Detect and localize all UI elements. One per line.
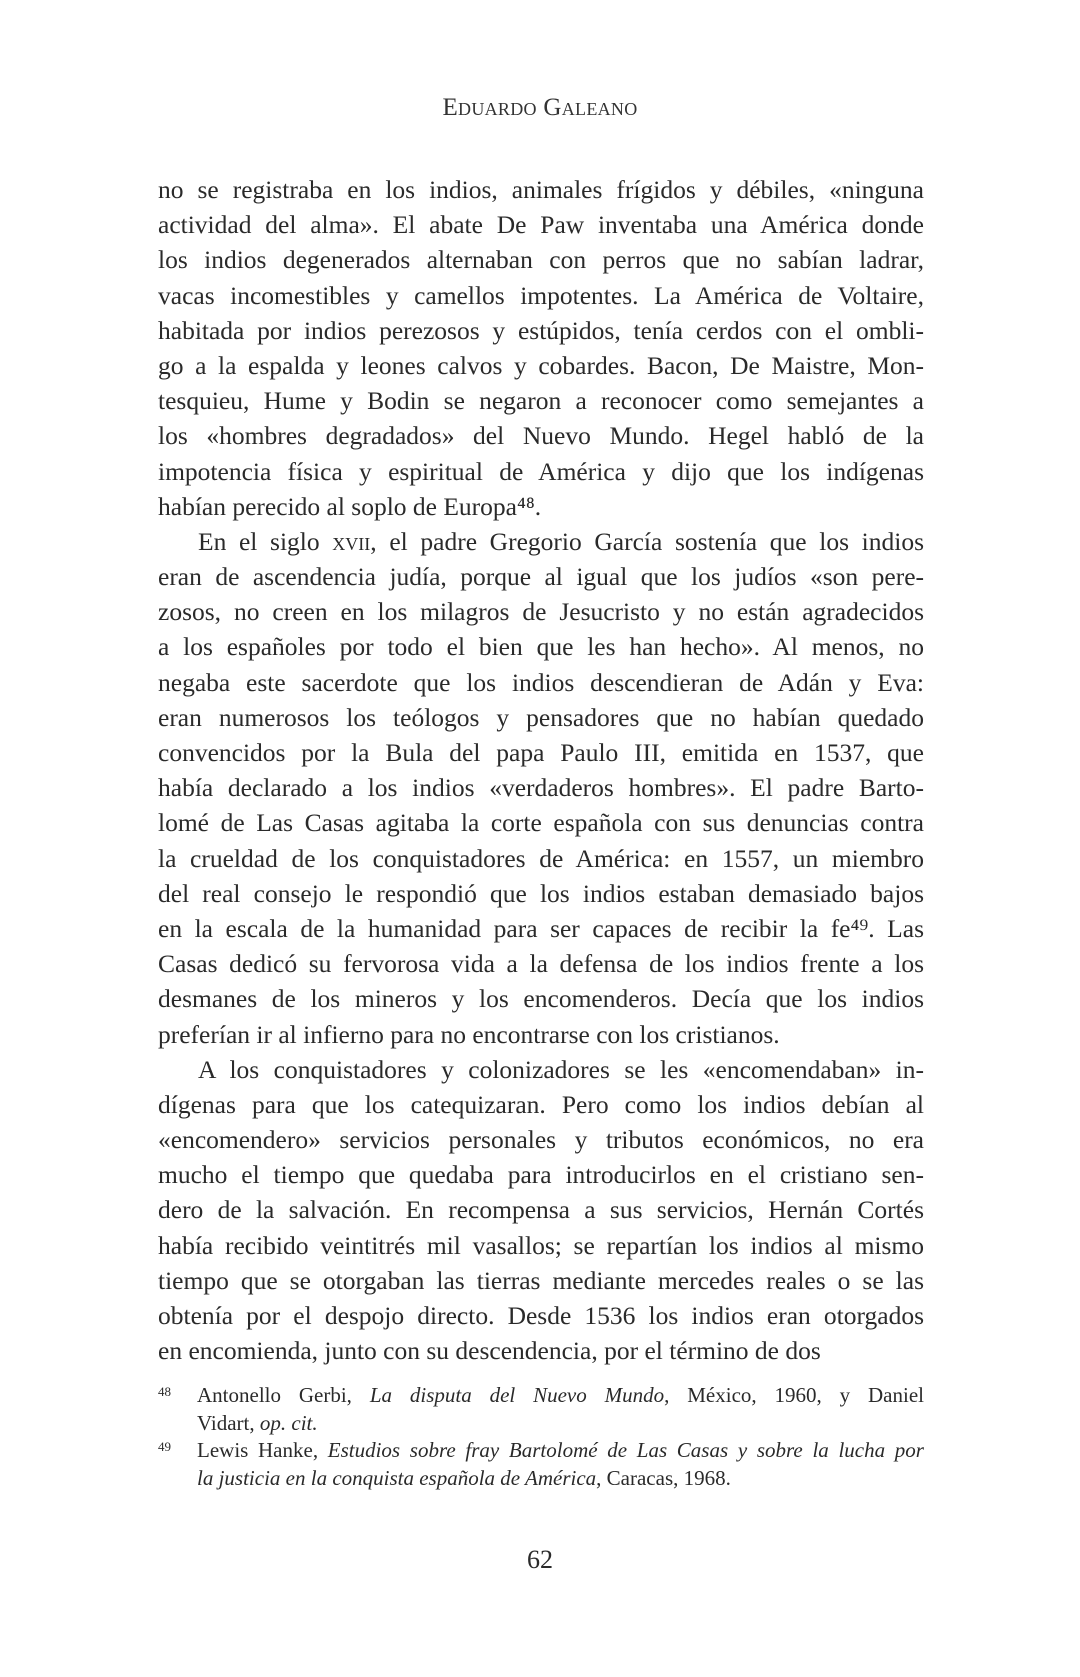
text-line: los indios degenerados alternaban con perros que no sabían ladrar, (158, 245, 924, 275)
text-segment: , el padre Gregorio García sostenía que los indios (370, 526, 924, 556)
footnote-number: 49 (158, 1439, 171, 1454)
body-text (158, 172, 924, 1368)
text-line (158, 524, 924, 559)
footnotes (158, 1382, 924, 1492)
text-line: eran numerosos los teólogos y pensadores que no habían quedado (158, 702, 924, 732)
text-line: a los españoles por todo el bien que les han hecho». Al menos, no (158, 632, 924, 662)
footnote-49 (158, 1437, 924, 1492)
footnote-title: la justicia en la conquista española de América (197, 1465, 597, 1490)
text-line: actividad del alma». El abate De Paw inventaba una América donde (158, 210, 924, 240)
text-line: desmanes de los mineros y los encomenderos. Decía que los indios (158, 984, 924, 1014)
text-line: impotencia física y espiritual de América y dijo que los indígenas (158, 456, 924, 486)
text-line: eran de ascendencia judía, porque al igual que los judíos «son pere- (158, 562, 924, 592)
text-line: «encomendero» servicios personales y tributos económicos, no era (158, 1125, 924, 1155)
footnote-text: Lewis Hanke, (197, 1438, 328, 1462)
text-line: go a la espalda y leones calvos y cobardes. Bacon, De Maistre, Mon- (158, 350, 924, 380)
text-line: habitada por indios perezosos y estúpidos, tenía cerdos con el ombli- (158, 315, 924, 345)
text-line: tesquieu, Hume y Bodin se negaron a reconocer como semejantes a (158, 386, 924, 416)
text-line: los «hombres degradados» del Nuevo Mundo. Hegel habló de la (158, 421, 924, 451)
text-line: en encomienda, junto con su descendencia, por el término de dos (158, 1336, 821, 1366)
paragraph (158, 1052, 924, 1369)
text-line: del real consejo le respondió que los indios estaban demasiado bajos (158, 878, 924, 908)
text-line: lomé de Las Casas agitaba la corte española con sus denuncias contra (158, 808, 924, 838)
text-line: zosos, no creen en los milagros de Jesucristo y no están agradecidos (158, 597, 924, 627)
text-line: mucho el tiempo que quedaba para introducirlos en el cristiano sen- (158, 1160, 924, 1190)
text-line: Casas dedicó su fervorosa vida a la defensa de los indios frente a los (158, 949, 924, 979)
footnote-citation: op. cit. (259, 1410, 318, 1435)
text-line: dígenas para que los catequizaran. Pero como los indios debían al (158, 1089, 924, 1119)
text-line: vacas incomestibles y camellos impotentes. La América de Voltaire, (158, 280, 924, 310)
text-line: había declarado a los indios «verdaderos hombres». El padre Barto- (158, 773, 924, 803)
text-line: habían perecido al soplo de Europa⁴⁸. (158, 491, 542, 521)
text-line: convencidos por la Bula del papa Paulo III, emitida en 1537, que (158, 738, 924, 767)
text-line: preferían ir al infierno para no encontrarse con los cristianos. (158, 1019, 780, 1049)
text-line: en la escala de la humanidad para ser capaces de recibir la fe⁴⁹. Las (158, 913, 924, 943)
footnote-48 (158, 1382, 924, 1437)
text-line: obtenía por el despojo directo. Desde 1536 los indios eran otorgados (158, 1301, 924, 1330)
paragraph (158, 524, 924, 1052)
footnote-number: 48 (158, 1384, 171, 1399)
text-line: negaba este sacerdote que los indios descendieran de Adán y Eva: (158, 667, 924, 697)
paragraph (158, 172, 924, 524)
text-line: había recibido veintitrés mil vasallos; se repartían los indios al mismo (158, 1230, 924, 1260)
footnote-text: Antonello Gerbi, (197, 1383, 370, 1407)
footnote-text: Vidart, (197, 1410, 260, 1435)
footnote-title: Estudios sobre fray Bartolomé de Las Casas y sobre la lucha por (327, 1438, 924, 1462)
running-header: Eduardo Galeano (442, 94, 638, 121)
text-line: la crueldad de los conquistadores de América: en 1557, un miembro (158, 843, 924, 873)
footnote-text: , México, 1960, y Daniel (664, 1383, 924, 1407)
text-line: dero de la salvación. En recompensa a sus servicios, Hernán Cortés (158, 1195, 924, 1225)
text-line: A los conquistadores y colonizadores se les «encomendaban» in- (198, 1054, 924, 1084)
text-segment: En el siglo (198, 526, 333, 556)
text-line: tiempo que se otorgaban las tierras mediante mercedes reales o se las (158, 1265, 924, 1295)
footnote-text: , Caracas, 1968. (596, 1465, 731, 1490)
page-number: 62 (527, 1545, 553, 1574)
text-line: no se registraba en los indios, animales frígidos y débiles, «ninguna (158, 175, 924, 204)
century-numeral: xvii (332, 526, 371, 556)
footnote-title: La disputa del Nuevo Mundo (369, 1383, 665, 1407)
